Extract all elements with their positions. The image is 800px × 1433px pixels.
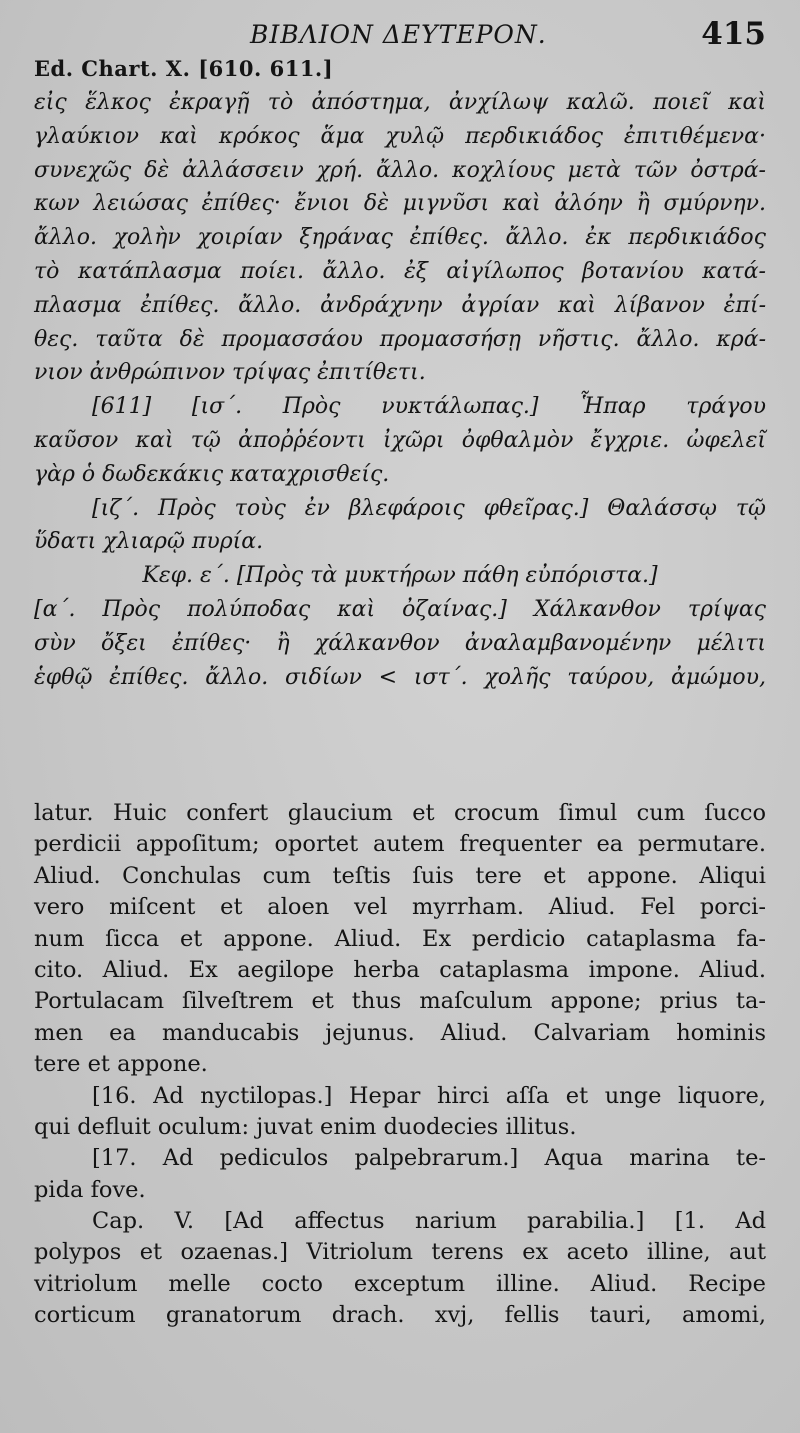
latin-line: Portulacam ſilveſtrem et thus maſculum appone; prius ta-	[34, 988, 766, 1015]
latin-text-block	[34, 798, 766, 1332]
latin-line: Cap. V. [Ad affectus narium parabilia.] [1. Ad	[92, 1208, 766, 1235]
greek-chapter-heading: Κεφ. ε΄. [Πρὸς τὰ μυκτήρων πάθη εὐπόριστα.]	[142, 563, 658, 589]
latin-line: tere et appone.	[34, 1051, 208, 1078]
greek-line: συνεχῶς δὲ ἀλλάσσειν χρή. ἄλλο. κοχλίους μετὰ τῶν ὀστρά-	[34, 157, 766, 183]
latin-line: vitriolum melle cocto exceptum illine. Aliud. Recipe	[34, 1270, 766, 1297]
latin-line: polypos et ozaenas.] Vitriolum terens ex aceto illine, aut	[34, 1239, 766, 1266]
latin-line: men ea manducabis jejunus. Aliud. Calvariam hominis	[34, 1019, 766, 1046]
greek-line: πλασμα ἐπίθες. ἄλλο. ἀνδράχνην ἀγρίαν καὶ λίβανον ἐπί-	[34, 292, 766, 318]
greek-line: [611] [ισ΄. Πρὸς νυκτάλωπας.] Ἧπαρ τράγου	[92, 394, 766, 420]
greek-line: νιον ἀνθρώπινον τρίψας ἐπιτίθετι.	[34, 360, 426, 386]
greek-line: γὰρ ὁ δωδεκάκις καταχρισθείς.	[34, 461, 390, 487]
latin-line: Aliud. Conchulas cum teſtis ſuis tere et appone. Aliqui	[34, 862, 766, 889]
greek-line: καῦσον καὶ τῷ ἀποῤῥέοντι ἰχῶρι ὀφθαλμὸν ἔγχριε. ὠφελεῖ	[34, 427, 766, 453]
greek-line: τὸ κατάπλασμα ποίει. ἄλλο. ἐξ αἰγίλωπος βοτανίου κατά-	[34, 258, 766, 284]
latin-line: pida fove.	[34, 1176, 146, 1203]
latin-line: num ſicca et appone. Aliud. Ex perdicio cataplasma fa-	[34, 925, 766, 952]
greek-text-block	[34, 86, 766, 694]
latin-line: perdicii appoſitum; oportet autem frequenter ea permutare.	[34, 831, 766, 858]
greek-line: γλαύκιον καὶ κρόκος ἅμα χυλῷ περδικιάδος ἐπιτιθέμενα·	[34, 123, 766, 149]
latin-line: qui defluit oculum: juvat enim duodecies illitus.	[34, 1113, 577, 1140]
greek-line: ἑφθῷ ἐπίθες. ἄλλο. σιδίων < ιστ΄. χολῆς ταύρου, ἀμώμου,	[34, 664, 766, 690]
latin-line: [17. Ad pediculos palpebrarum.] Aqua marina te-	[92, 1145, 766, 1172]
page-number: 415	[701, 16, 766, 52]
greek-line: εἰς ἕλκος ἐκραγῇ τὸ ἀπόστημα, ἀνχίλωψ καλῶ. ποιεῖ καὶ	[34, 90, 766, 115]
latin-line: [16. Ad nyctilopas.] Hepar hirci aſſa et unge liquore,	[92, 1082, 766, 1109]
latin-line: corticum granatorum drach. xvj, fellis tauri, amomi,	[34, 1302, 766, 1329]
latin-line: latur. Huic confert glaucium et crocum ſimul cum ſucco	[34, 800, 766, 826]
latin-line: vero miſcent et aloen vel myrrham. Aliud. Fel porci-	[34, 894, 766, 921]
edition-reference: Ed. Chart. X. [610. 611.]	[34, 56, 334, 81]
greek-line: ὕδατι χλιαρῷ πυρία.	[34, 529, 264, 555]
greek-line: σὺν ὄξει ἐπίθες· ἢ χάλκανθον ἀναλαμβανομένην μέλιτι	[34, 630, 766, 656]
latin-line: cito. Aliud. Ex aegilope herba cataplasma impone. Aliud.	[34, 956, 766, 983]
greek-line: θες. ταῦτα δὲ προμασσάου προμασσήσῃ νῆστις. ἄλλο. κρά-	[34, 326, 766, 352]
running-title: ΒΙΒΛΙΟΝ ΔΕΥΤΕΡΟΝ.	[250, 20, 547, 49]
running-head	[0, 14, 800, 58]
greek-line: [ιζ΄. Πρὸς τοὺς ἐν βλεφάροις φθεῖρας.] Θαλάσσῳ τῷ	[92, 495, 766, 521]
greek-line: κων λειώσας ἐπίθες· ἔνιοι δὲ μιγνῦσι καὶ ἀλόην ἢ σμύρνην.	[34, 191, 766, 217]
greek-line: ἄλλο. χολὴν χοιρίαν ξηράνας ἐπίθες. ἄλλο. ἐκ περδικιάδος	[34, 225, 766, 251]
greek-line: [α΄. Πρὸς πολύποδας καὶ ὀζαίνας.] Χάλκανθον τρίψας	[34, 596, 766, 622]
